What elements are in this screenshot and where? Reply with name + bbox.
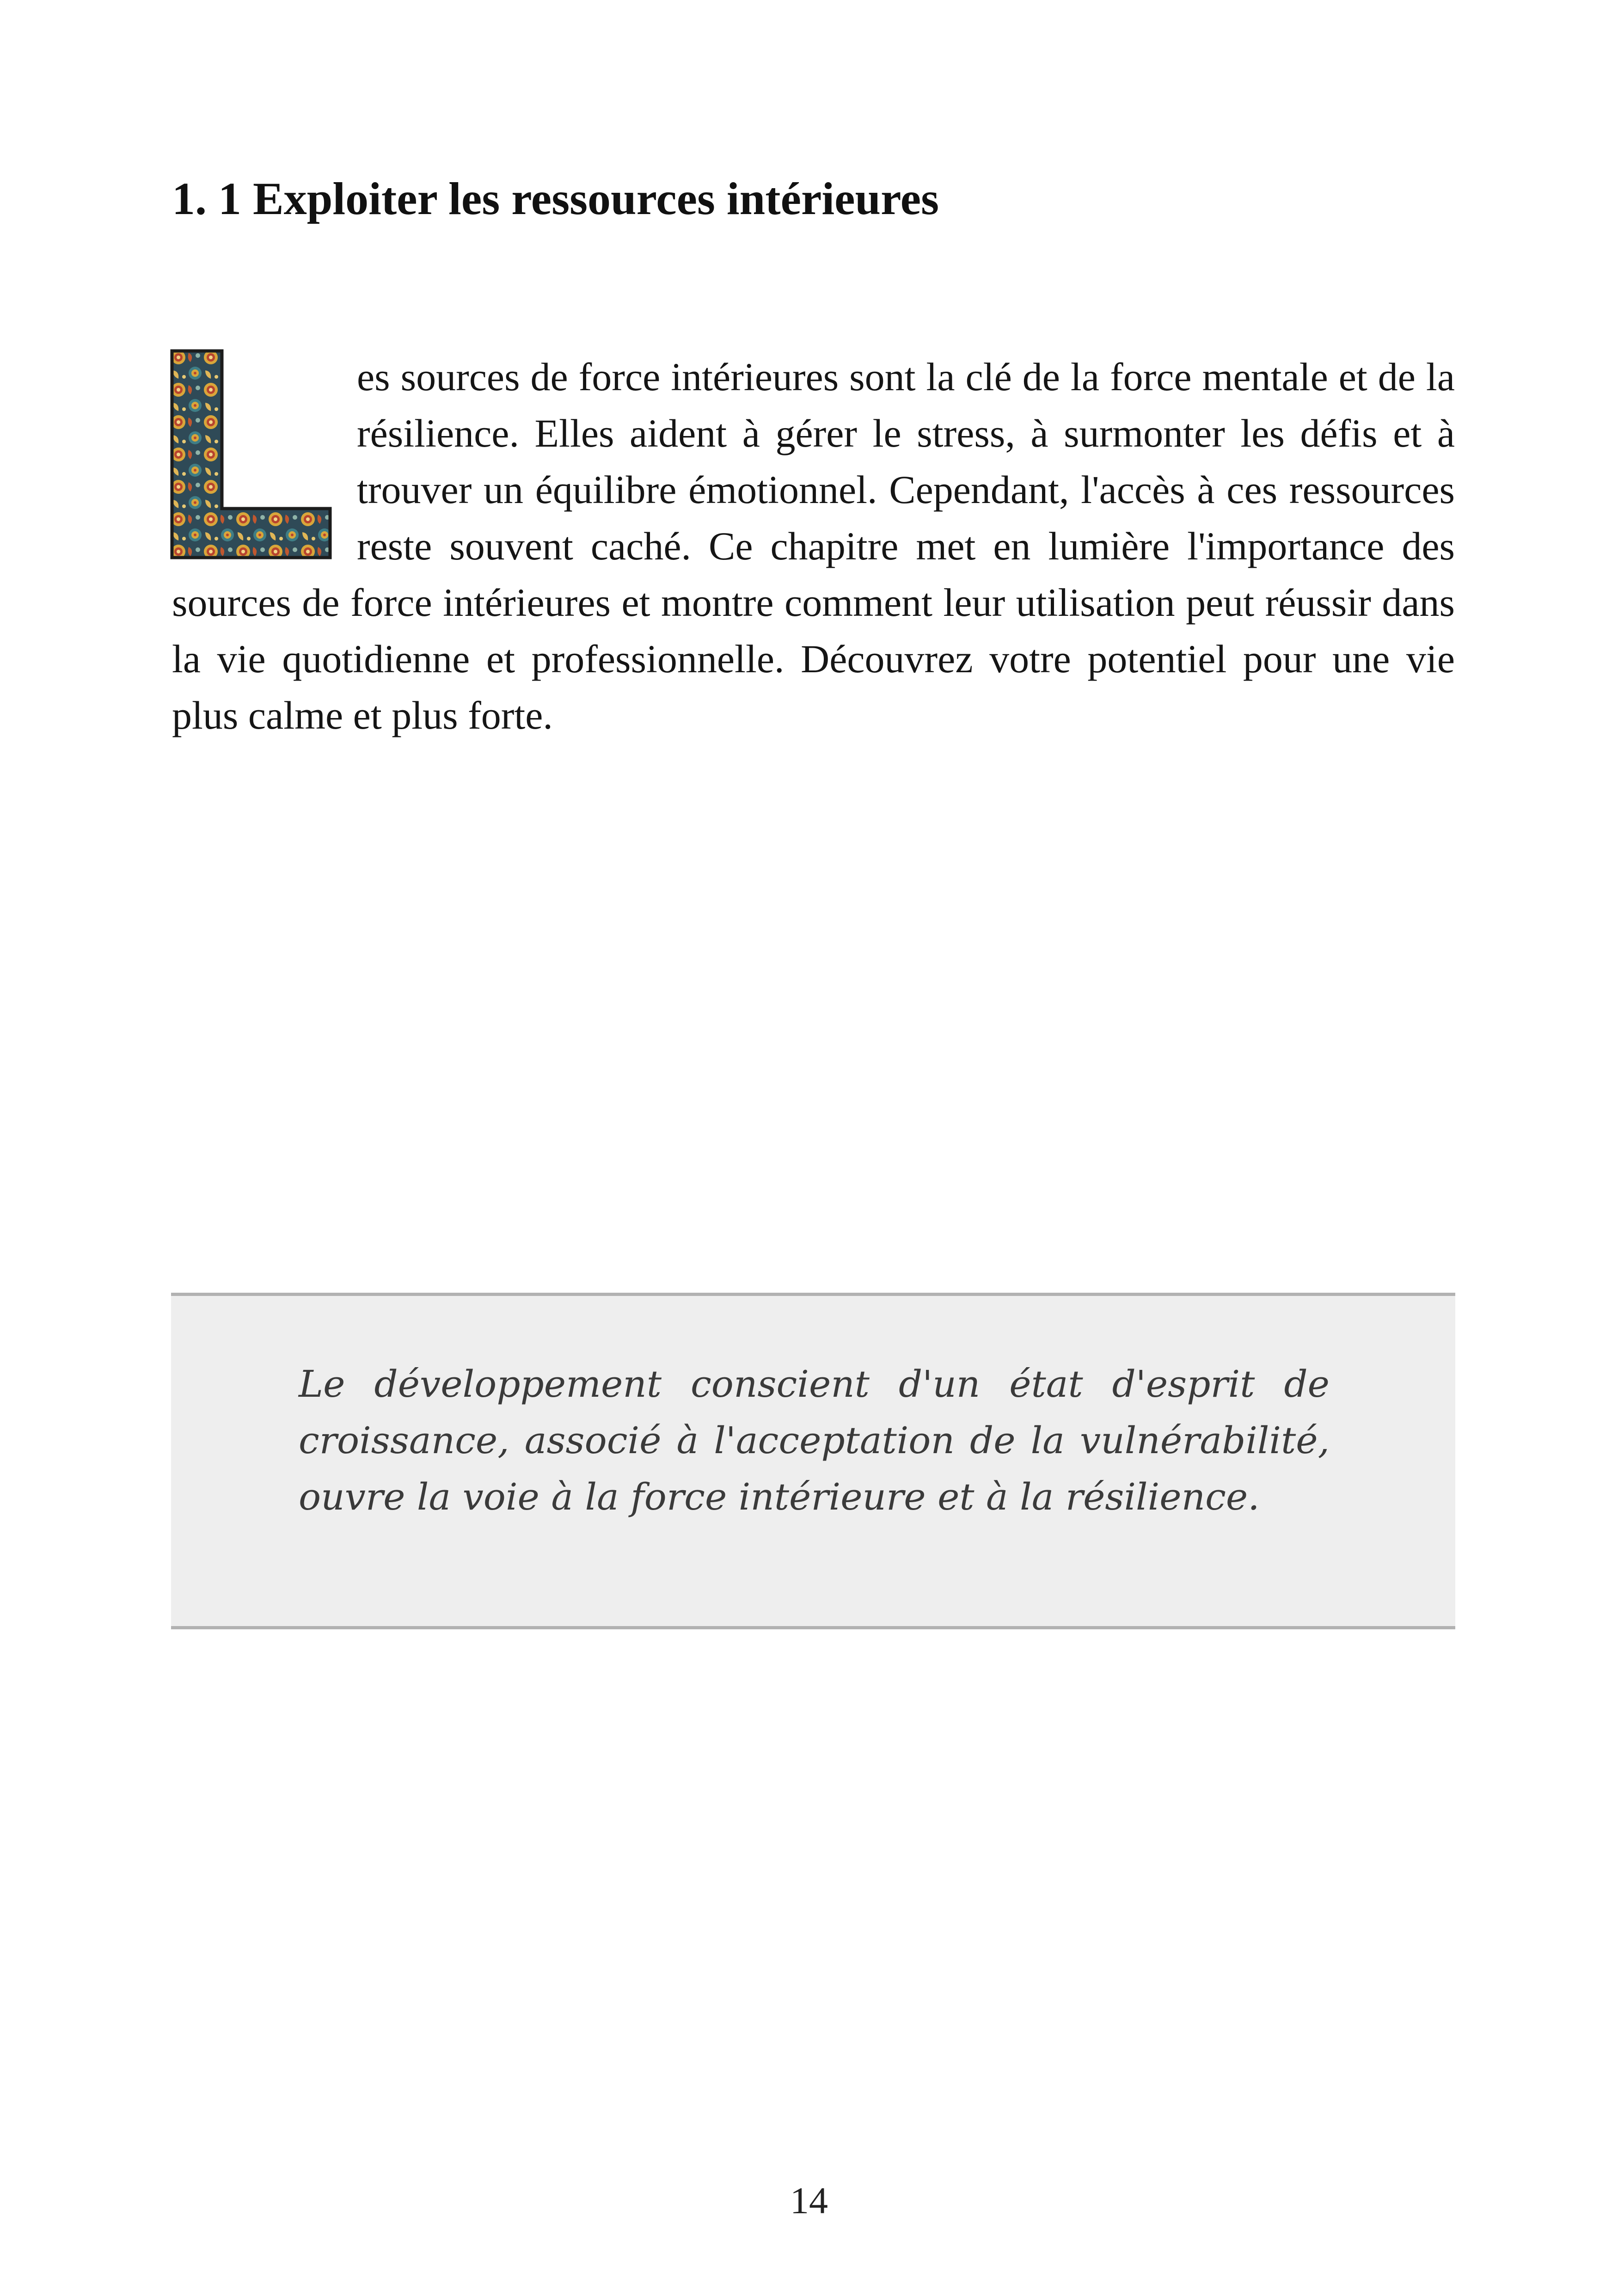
intro-paragraph <box>172 349 1455 743</box>
section-heading: 1. 1 Exploiter les ressources intérieures <box>172 173 939 224</box>
pull-quote-text: Le développement conscient d'un état d'esprit de croissance, associé à l'acceptation de la vulnérabilité, ouvre la voie à la force intérieure et à la résilience. <box>299 1363 1330 1518</box>
dropcap-spacer <box>172 349 357 571</box>
pull-quote-box <box>171 1293 1455 1629</box>
intro-paragraph-text: es sources de force intérieures sont la clé de la force mentale et de la résilience. Elles aident à gérer le stress, à surmonter les défis et à trouver un équilibre émotionnel. Cependant, l'accès à ces ressources reste souvent caché. Ce chapitre met en lumière l'importance des sources de force intérieures et montre comment leur utilisation peut réussir dans la vie quotidienne et professionnelle. Découvrez votre potentiel pour une vie plus calme et plus forte. <box>172 355 1455 737</box>
page-number: 14 <box>790 2179 828 2222</box>
